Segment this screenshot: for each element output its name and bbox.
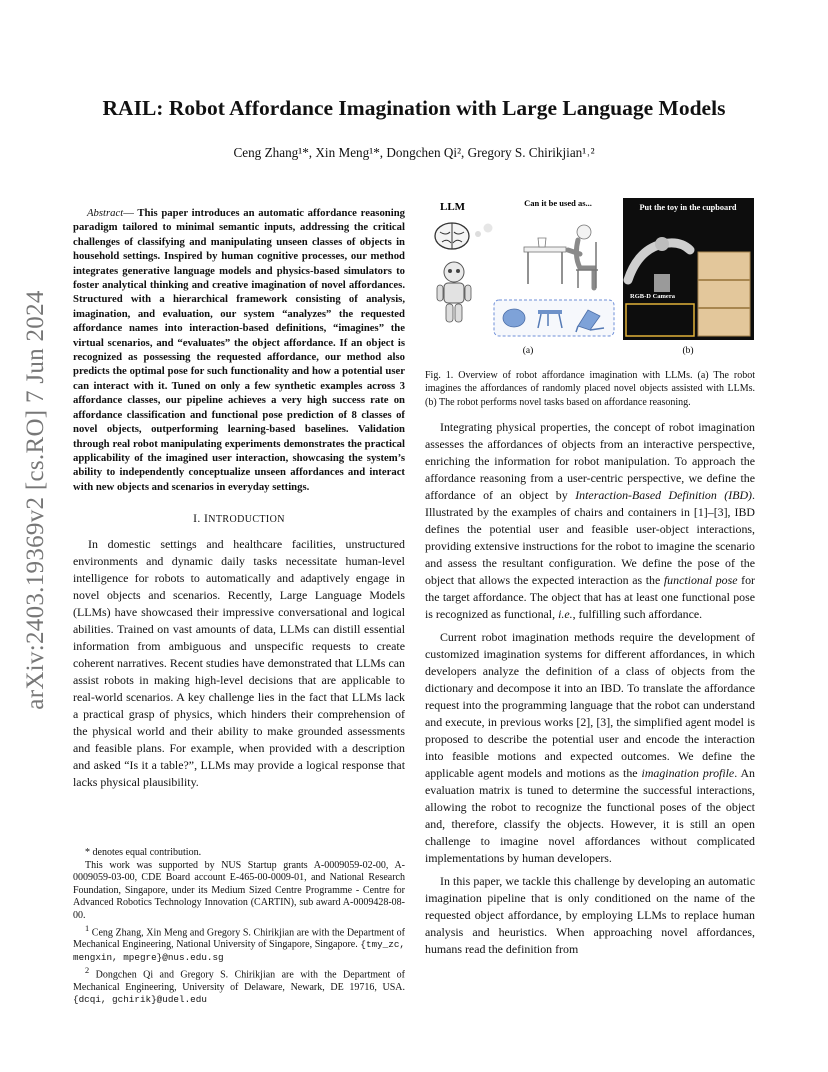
footnote-funding: This work was supported by NUS Startup grants A-0009059-02-00, A-0009059-03-00, CDE Board account E-465-00-0009-01, and National Research Foundation, Singapore, under its Medium Sized Centre Programme - Centre for Advanced Robotics Technology Innovation (CARTIN), sub award A-0009428-08-00.	[73, 859, 405, 921]
footnote-aff1-text: Ceng Zhang, Xin Meng and Gregory S. Chirikjian are with the Department of Mechanical Engineering, National University of Singapore, Singapore.	[73, 926, 405, 951]
rp2-c: . An evaluation matrix is tuned to determine the successful interactions, allowing the robot to recognize the functional poses of the object and, therefore, classify the objects. However, it is still an open challenge to imagine novel affordances without complicated implementations by human developers.	[425, 766, 755, 865]
rp1-b: Interaction-Based Definition (IBD)	[575, 488, 753, 502]
abstract-text: This paper introduces an automatic affordance reasoning paradigm tailored to minimal semantic inputs, addressing the critical challenges of classifying and manipulating unseen classes of objects in household settings. Inspired by human cognitive processes, our method integrates generative language models and physics-based simulators to foster analytical thinking and creative imagination of novel affordances. Structured with a hierarchical framework consisting of analysis, imagination, and evaluation, our system “analyzes” the requested affordance names into interaction-based definitions, “imagines” the virtual scenarios, and “evaluates” the object affordance. If an object is recognized as possessing the requested affordance, our method also predicts the optimal pose for such functionality and how a potential user can interact with it. Tuned on only a few synthetic examples across 3 affordance classes, our pipeline achieves a very high success rate on affordance classification and functional pose prediction of 8 classes of novel objects, outperforming learning-based baselines. Validation through real robot manipulating experiments demonstrates the practical applicability of the imagined user interaction, showcasing the system’s ability to independently conceptualize unseen affordances and interact with new objects and scenarios in everyday settings.	[73, 207, 405, 493]
rp2-b: imagination profile	[641, 766, 735, 780]
right-paragraph-3: In this paper, we tackle this challenge by developing an automatic imagination pipeline that is only conditioned on the name of the requested object affordance, by employing LLMs to replace human analysis and heuristics. When approaching novel affordances, humans read the definition from	[425, 874, 755, 956]
rp1-e: for the target affordance. The object that has at least one functional pose is recognized as functional,	[425, 573, 755, 621]
footnotes	[73, 847, 405, 1007]
right-column	[425, 419, 755, 964]
right-paragraph-1	[425, 419, 755, 623]
section-heading-introduction	[73, 510, 405, 528]
llm-label: LLM	[440, 201, 466, 213]
rp2-a: Current robot imagination methods require the development of customized imagination systems for different affordances, in which developers analyze the definition of a class of objects from the dictionary and decompose it into an IBD. To translate the affordance request into the programming language that the robot can understand and execute, in previous works [2], [3], the simplified agent model is proposed to describe the potential user and encode the interaction into feasible motions and expected outcomes. We define the applicable agent models and motions as the	[425, 630, 755, 780]
cupboard-icon	[698, 252, 750, 336]
humanoid-robot-icon	[437, 262, 471, 322]
footnote-aff2-text: Dongchen Qi and Gregory S. Chirikjian are with the Department of Mechanical Engineering, University of Delaware, Newark, DE 19716, USA.	[73, 969, 405, 993]
footnote-aff1-email: {tmy_zc, mengxin, mpegre}@nus.edu.sg	[73, 939, 405, 964]
panel-b	[623, 198, 754, 356]
footnote-affiliation-2	[73, 965, 405, 1007]
table-icon	[524, 247, 566, 284]
section-number: I.	[193, 512, 204, 526]
arxiv-stamp: arXiv:2403.19369v2 [cs.RO] 7 Jun 2024	[22, 290, 49, 710]
figure-illustration	[428, 192, 758, 360]
author-list: Ceng Zhang¹*, Xin Meng¹*, Dongchen Qi², Gregory S. Chirikjian¹˒²	[233, 145, 595, 160]
rp1-f: i.e.	[558, 607, 573, 621]
thought-bubble-small	[475, 231, 481, 237]
right-paragraph-2	[425, 629, 755, 867]
section-rest: NTRODUCTION	[208, 514, 285, 526]
abstract-dash: —	[123, 207, 134, 219]
panel-b-label: (b)	[682, 346, 694, 356]
figure-1-caption: Fig. 1. Overview of robot affordance imagination with LLMs. (a) The robot imagines the affordances of randomly placed novel objects assisted with LLMs. (b) The robot performs novel tasks based on affordance reasoning.	[425, 370, 755, 408]
panel-a-label: (a)	[522, 346, 534, 356]
footnote-equal: * denotes equal contribution.	[85, 847, 202, 858]
footnote-mark-2: 2	[85, 965, 90, 975]
footnote-aff2-email: {dcqi, gchirik}@udel.edu	[73, 994, 207, 1006]
bowl-object-icon	[503, 309, 525, 327]
rp1-c: . Illustrated by the examples of chairs and containers in [1]–[3], IBD defines the potential user and feasible user-object interactions, providing extensive instructions for the robot to imagine the scenario and assess the resultant configuration. We define the pose of the object that allows the expected interaction as the	[425, 488, 755, 587]
cup-icon	[538, 238, 546, 247]
brain-icon	[435, 223, 469, 249]
figure-1	[428, 192, 758, 360]
rp1-d: functional pose	[663, 573, 738, 587]
footnote-mark-1: 1	[85, 923, 90, 933]
arxiv-sidebar	[6, 290, 66, 710]
camera-label: RGB-D Camera	[630, 293, 675, 300]
abstract	[73, 206, 405, 494]
abstract-lead: Abstract	[87, 207, 124, 219]
thought-bubble-large	[484, 224, 493, 233]
paper-title: RAIL: Robot Affordance Imagination with Large Language Models	[102, 96, 726, 120]
panel-a	[494, 198, 614, 356]
rp1-a: Integrating physical properties, the concept of robot imagination assesses the affordances of objects from an interactive perspective, enriching the information for robot manipulation. To approach the affordance reasoning from a user-centric perspective, we define the affordance of an object by	[425, 420, 755, 502]
panel-b-title: Put the toy in the cupboard	[639, 203, 737, 212]
person-on-chair-icon	[568, 225, 598, 288]
rp1-g: , fulfilling such affordance.	[572, 607, 703, 621]
intro-paragraph-1: In domestic settings and healthcare facilities, unstructured environments and dynamic daily tasks necessitate human-level intelligence for robots to automatically and adaptively engage in novel objects and scenarios. Recently, Large Language Models (LLMs) have showcased their impressive conversational and logical abilities. Trained on vast amounts of data, LLMs can distill essential information from ambiguous and unspecific requests to create coherent narratives. Recent studies have demonstrated that LLMs can assist robots in making high-level decisions that are applicable to real-world scenarios. A key challenge lies in the fact that LLMs lack a practical grasp of physics, which hinders their comprehension of the physical world and their ability to make grounded assessments and feasible plans. For example, when provided with a description and asked “Is it a table?”, LLMs may provide a logical response that lacks physical plausibility.	[73, 537, 405, 790]
footnote-affiliation-1	[73, 923, 405, 965]
section-first-letter: I	[203, 512, 209, 526]
left-column	[73, 206, 405, 797]
panel-a-title: Can it be used as...	[524, 198, 592, 208]
